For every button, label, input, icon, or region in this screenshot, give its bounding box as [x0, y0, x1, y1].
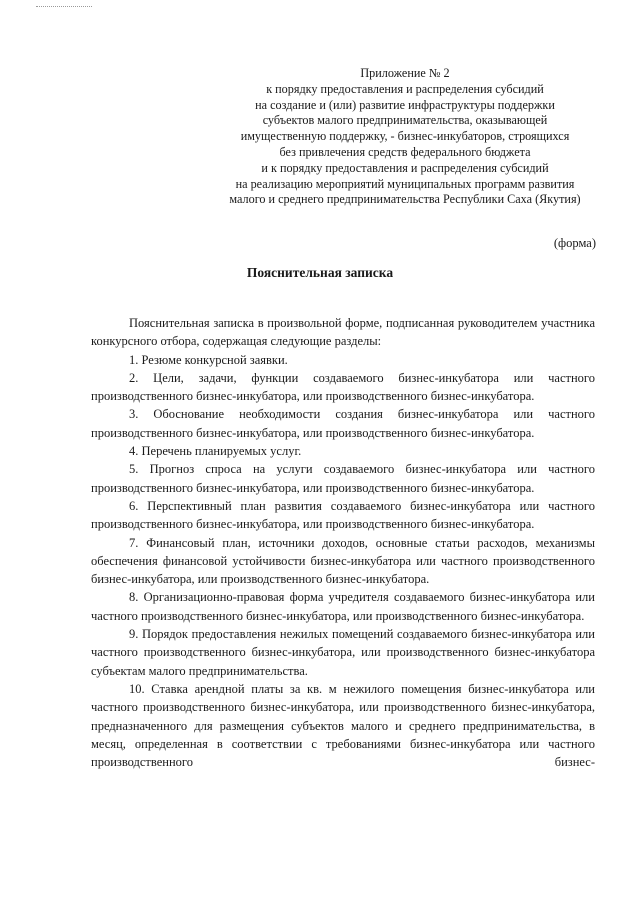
list-item: 10. Ставка арендной платы за кв. м нежилого помещения бизнес-инкубатора или частного производственного бизнес-инкубатора, или производственного бизнес-инкубатора, предназначенного для размещения субъектов малого и среднего предпринимательства, в месяц, определенная в соответствии с требованиями бизнес-инкубатора или частного производственного бизнес-	[91, 681, 595, 770]
list-item: 2. Цели, задачи, функции создаваемого бизнес-инкубатора или частного производственного бизнес-инкубатора, или производственного бизнес-инкубатора.	[91, 370, 595, 404]
header-line: и к порядку предоставления и распределения субсидий	[261, 160, 549, 175]
header-line: имущественную поддержку, - бизнес-инкубаторов, строящихся	[240, 129, 570, 144]
header-line: малого и среднего предпринимательства Республики Саха (Якутия)	[229, 192, 581, 207]
list-item: 3. Обоснование необходимости создания бизнес-инкубатора или частного производственного бизнес-инкубатора, или производственного бизнес-инкубатора.	[91, 407, 595, 440]
header-line: Приложение № 2	[360, 66, 450, 80]
list-item: 8. Организационно-правовая форма учредителя создаваемого бизнес-инкубатора или частного производственного бизнес-инкубатора, или производственного бизнес-инкубатора.	[91, 590, 595, 623]
header-line: без привлечения средств федерального бюджета	[279, 144, 531, 159]
list-item: 7. Финансовый план, источники доходов, основные статьи расходов, механизмы обеспечения финансовой устойчивости бизнес-инкубатора или частного производственного бизнес-инкубатора, или производственного бизнес-инкубатора.	[91, 535, 595, 587]
appendix-header	[200, 66, 610, 208]
document-title: Пояснительная записка	[246, 265, 394, 280]
document-body	[91, 314, 595, 771]
list-item: 9. Порядок предоставления нежилых помещений создаваемого бизнес-инкубатора или частного производственного бизнес-инкубатора, или производственного бизнес-инкубатора субъектам малого предпринимательства.	[91, 627, 595, 678]
list-item: 5. Прогноз спроса на услуги создаваемого бизнес-инкубатора или частного производственного бизнес-инкубатора, или производственного бизнес-инкубатора.	[91, 462, 595, 495]
header-line: к порядку предоставления и распределения субсидий	[266, 81, 544, 96]
list-item: 4. Перечень планируемых услуг.	[129, 444, 302, 459]
scan-artifact	[36, 6, 92, 8]
header-line: субъектов малого предпринимательства, оказывающей	[262, 113, 548, 128]
form-label: (форма)	[553, 236, 596, 250]
list-item: 1. Резюме конкурсной заявки.	[129, 352, 288, 367]
header-line: на создание и (или) развитие инфраструктуры поддержки	[255, 97, 555, 112]
intro-paragraph: Пояснительная записка в произвольной форме, подписанная руководителем участника конкурсного отбора, содержащая следующие разделы:	[91, 316, 595, 349]
header-line: на реализацию мероприятий муниципальных программ развития	[235, 176, 575, 191]
list-item: 6. Перспективный план развития создаваемого бизнес-инкубатора или частного производственного бизнес-инкубатора, или производственного бизнес-инкубатора.	[91, 498, 595, 532]
